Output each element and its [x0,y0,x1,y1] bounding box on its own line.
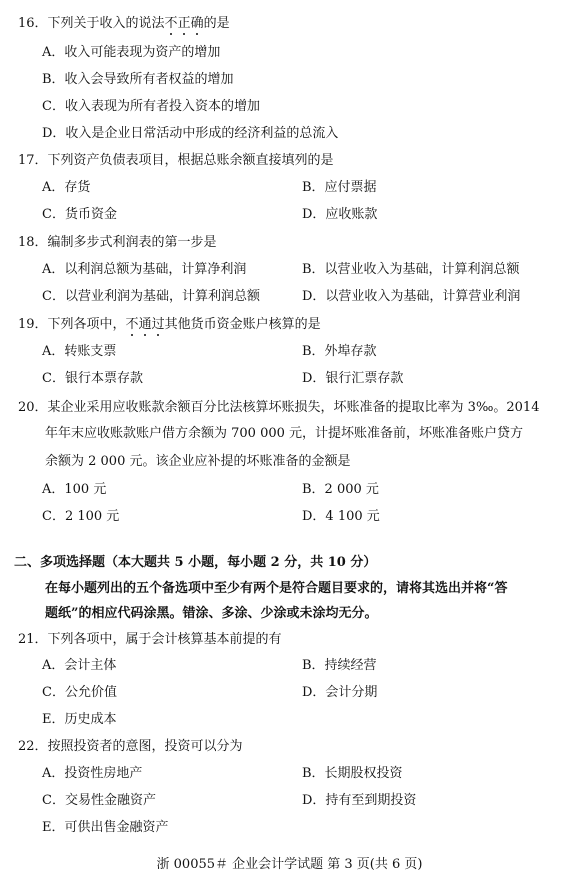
q22-option-c: C．交易性金融资产 [42,793,156,808]
page-footer: 浙 00055＃ 企业会计学试题 第 3 页(共 6 页) [156,857,423,872]
q21-option-b: B．持续经营 [302,658,377,673]
q21-option-e: E．历史成本 [42,712,117,727]
q22-option-a: A．投资性房地产 [42,766,143,781]
q17-option-d: D．应收账款 [302,207,378,222]
q16-stem-pre: 16．下列关于收入的说法 [18,16,165,31]
question-20-line-2: 年年末应收账款账户借方余额为 700 000 元，计提坏账准备前，坏账准备账户贷方 [45,426,524,441]
question-16-stem [18,15,230,33]
q17-option-b: B．应付票据 [302,180,377,195]
q16-option-b: B．收入会导致所有者权益的增加 [42,72,234,87]
q21-option-a: A．会计主体 [42,658,117,673]
q17-option-a: A．存货 [42,180,91,195]
section-2-title: 二、多项选择题（本大题共 5 小题，每小题 2 分，共 10 分） [14,555,377,570]
q18-option-b: B．以营业收入为基础，计算利润总额 [302,262,520,277]
q21-option-c: C．公允价值 [42,685,117,700]
q21-option-d: D．会计分期 [302,685,378,700]
q19-option-c: C．银行本票存款 [42,371,143,386]
emphasis-char: 不 [164,16,178,31]
q16-stem-emphasis [165,16,204,31]
q19-option-b: B．外埠存款 [302,344,377,359]
emphasis-char: 不 [125,317,139,332]
emphasis-char: 正 [177,16,191,31]
q16-option-d: D．收入是企业日常活动中形成的经济利益的总流入 [42,126,339,141]
question-19-stem [18,316,321,334]
q18-option-d: D．以营业收入为基础，计算营业利润 [302,289,521,304]
q19-option-d: D．银行汇票存款 [302,371,404,386]
q20-option-a: A．100 元 [42,482,107,497]
question-22-stem: 22．按照投资者的意图，投资可以分为 [18,739,243,754]
q16-option-c: C．收入表现为所有者投入资本的增加 [42,99,260,114]
q18-option-a: A．以利润总额为基础，计算净利润 [42,262,247,277]
q20-option-b: B．2 000 元 [302,482,379,497]
q19-stem-pre: 19．下列各项中， [18,317,126,332]
emphasis-char: 确 [190,16,204,31]
q16-stem-post: 的是 [203,16,230,31]
q17-option-c: C．货币资金 [42,207,117,222]
q18-option-c: C．以营业利润为基础，计算利润总额 [42,289,260,304]
section-2-instructions-line-2: 题纸”的相应代码涂黑。错涂、多涂、少涂或未涂均无分。 [45,606,378,621]
q19-stem-post: 其他货币资金账户核算的是 [164,317,321,332]
q22-option-e: E．可供出售金融资产 [42,820,169,835]
q22-option-b: B．长期股权投资 [302,766,403,781]
question-20-line-1: 20．某企业采用应收账款余额百分比法核算坏账损失，坏账准备的提取比率为 3‰。2014 [18,400,540,415]
q19-stem-emphasis [126,317,165,332]
q19-option-a: A．转账支票 [42,344,117,359]
question-17-stem: 17．下列资产负债表项目，根据总账余额直接填列的是 [18,153,334,168]
section-2-instructions-line-1: 在每小题列出的五个备选项中至少有两个是符合题目要求的，请将其选出并将“答 [45,581,508,596]
question-21-stem: 21．下列各项中，属于会计核算基本前提的有 [18,632,282,647]
q16-option-a: A．收入可能表现为资产的增加 [42,45,221,60]
emphasis-char: 过 [151,317,165,332]
question-20-line-3: 余额为 2 000 元。该企业应补提的坏账准备的金额是 [45,454,351,469]
emphasis-char: 通 [138,317,152,332]
question-18-stem: 18．编制多步式利润表的第一步是 [18,235,217,250]
q20-option-c: C．2 100 元 [42,509,120,524]
q20-option-d: D．4 100 元 [302,509,380,524]
q22-option-d: D．持有至到期投资 [302,793,417,808]
